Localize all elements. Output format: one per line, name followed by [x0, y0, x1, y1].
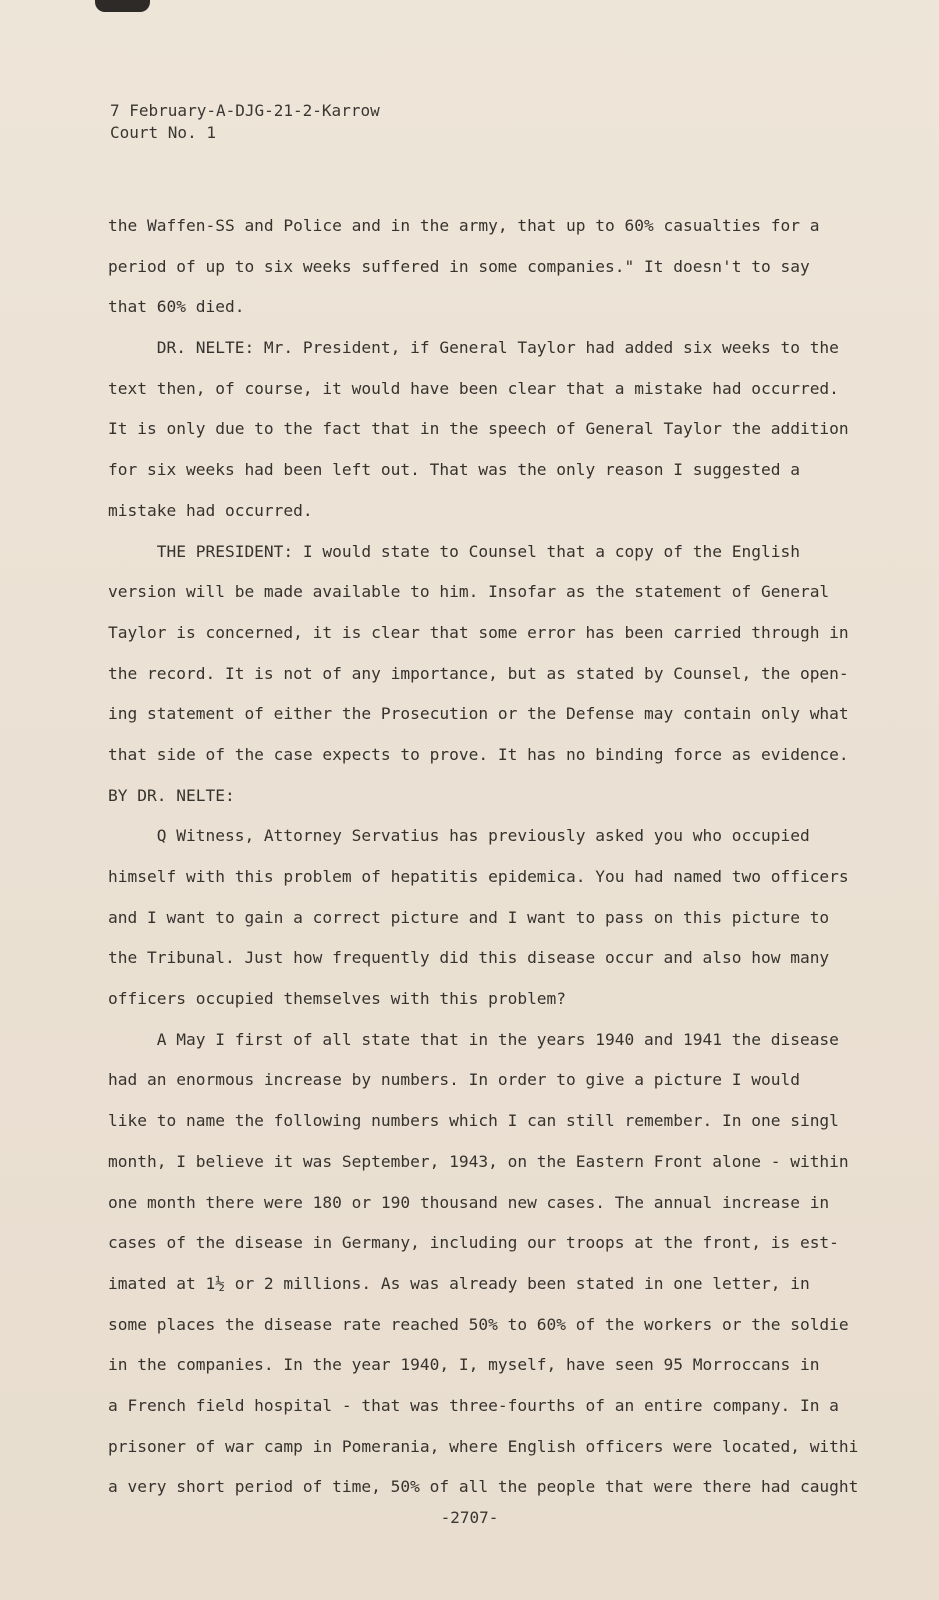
header-court-number: Court No. 1	[110, 123, 216, 142]
text-line: the Waffen-SS and Police and in the army, that up to 60% casualties for a	[108, 216, 820, 235]
binding-mark	[95, 0, 150, 12]
text-line: prisoner of war camp in Pomerania, where English officers were located, withi	[108, 1436, 859, 1456]
text-line: Taylor is concerned, it is clear that some error has been carried through in	[108, 622, 849, 642]
text-line: Q Witness, Attorney Servatius has previously asked you who occupied	[108, 826, 810, 846]
text-line: that side of the case expects to prove. It has no binding force as evidence.	[108, 744, 849, 764]
text-line: DR. NELTE: Mr. President, if General Taylor had added six weeks to the	[108, 338, 839, 358]
text-line: period of up to six weeks suffered in some companies." It doesn't to say	[108, 256, 810, 276]
text-line: himself with this problem of hepatitis epidemica. You had named two officers	[108, 867, 849, 886]
text-line: version will be made available to him. Insofar as the statement of General	[108, 582, 830, 602]
text-line: ing statement of either the Prosecution or the Defense may contain only what	[108, 704, 849, 724]
text-line: BY DR. NELTE:	[108, 785, 235, 805]
text-line: cases of the disease in Germany, including our troops at the front, is est-	[108, 1233, 839, 1253]
text-line: It is only due to the fact that in the speech of General Taylor the addition	[108, 419, 849, 439]
text-line: a very short period of time, 50% of all the people that were there had caught	[108, 1477, 859, 1497]
text-line: one month there were 180 or 190 thousand new cases. The annual increase in	[108, 1192, 830, 1212]
text-line: like to name the following numbers which I can still remember. In one singl	[108, 1111, 839, 1131]
text-line: officers occupied themselves with this problem?	[108, 989, 567, 1009]
text-line: THE PRESIDENT: I would state to Counsel that a copy of the English	[108, 541, 800, 561]
text-line: for six weeks had been left out. That was the only reason I suggested a	[108, 460, 800, 480]
page-number: -2707-	[440, 1508, 499, 1527]
text-line: in the companies. In the year 1940, I, myself, have seen 95 Morroccans in	[108, 1355, 820, 1375]
text-line: text then, of course, it would have been clear that a mistake had occurred.	[108, 378, 839, 398]
text-line: a French field hospital - that was three-fourths of an entire company. In a	[108, 1395, 839, 1415]
document-header	[110, 100, 380, 144]
transcript-body	[108, 206, 888, 1508]
text-line: the Tribunal. Just how frequently did this disease occur and also how many	[108, 948, 830, 968]
text-line: some places the disease rate reached 50% to 60% of the workers or the soldie	[108, 1314, 849, 1334]
text-line: A May I first of all state that in the years 1940 and 1941 the disease	[108, 1029, 839, 1049]
text-line: the record. It is not of any importance, but as stated by Counsel, the open-	[108, 663, 849, 683]
text-line: and I want to gain a correct picture and I want to pass on this picture to	[108, 907, 830, 927]
text-line: imated at 1½ or 2 millions. As was already been stated in one letter, in	[108, 1273, 810, 1293]
text-line: had an enormous increase by numbers. In order to give a picture I would	[108, 1070, 800, 1090]
text-line: month, I believe it was September, 1943, on the Eastern Front alone - within	[108, 1151, 849, 1171]
header-date-code: 7 February-A-DJG-21-2-Karrow	[110, 101, 380, 120]
text-line: that 60% died.	[108, 297, 245, 317]
text-line: mistake had occurred.	[108, 500, 313, 520]
